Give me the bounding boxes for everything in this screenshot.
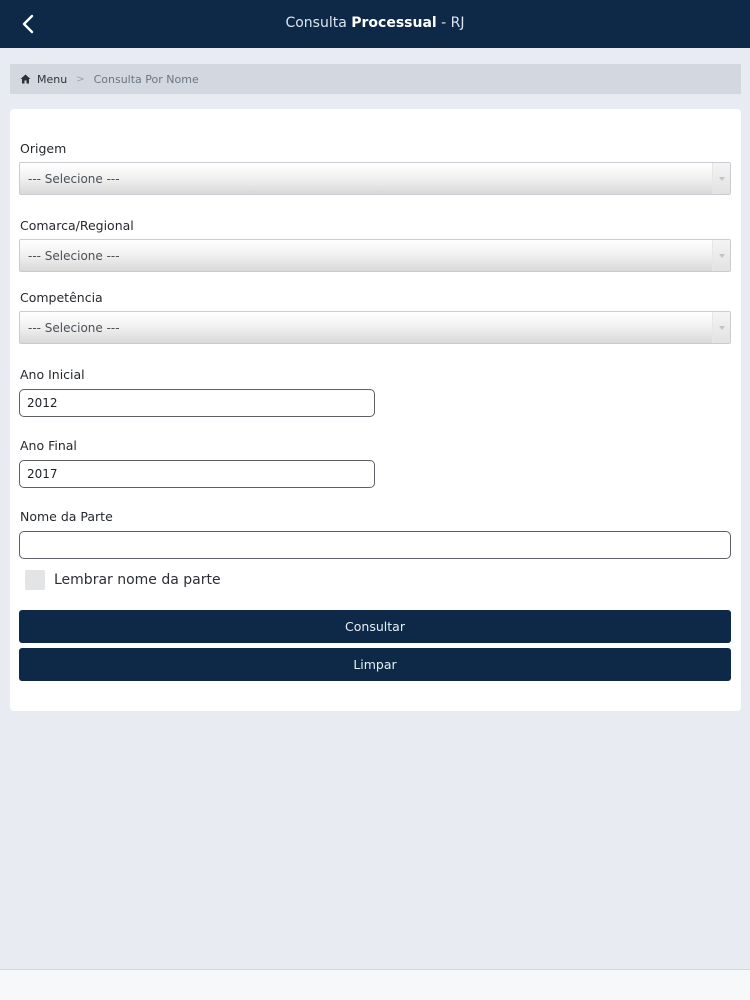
home-icon: [20, 74, 31, 84]
breadcrumb: [10, 64, 741, 94]
title-prefix: Consulta: [285, 15, 347, 31]
nome-parte-label: Nome da Parte: [20, 509, 113, 524]
breadcrumb-home-label: Menu: [37, 72, 68, 86]
caret-down-icon: [719, 177, 725, 181]
ano-inicial-label: Ano Inicial: [20, 367, 85, 382]
limpar-button[interactable]: Limpar: [19, 648, 731, 681]
caret-down-icon: [719, 326, 725, 330]
origem-select-value: --- Selecione ---: [28, 171, 120, 186]
ano-inicial-input[interactable]: [19, 389, 375, 417]
comarca-label: Comarca/Regional: [20, 218, 134, 233]
bottom-strip: [0, 969, 750, 1000]
page-title: [0, 0, 750, 48]
top-bar: [0, 0, 750, 48]
title-bold: Processual: [351, 15, 437, 31]
breadcrumb-separator: >: [76, 73, 85, 85]
competencia-label: Competência: [20, 290, 103, 305]
search-form-card: [10, 109, 741, 711]
caret-down-icon: [719, 254, 725, 258]
origem-select[interactable]: [19, 162, 731, 195]
comarca-caret: [712, 240, 730, 271]
lembrar-nome-checkbox[interactable]: [25, 570, 45, 590]
comarca-select[interactable]: [19, 239, 731, 272]
lembrar-nome-label: Lembrar nome da parte: [54, 572, 221, 588]
origem-caret: [712, 163, 730, 194]
title-suffix: - RJ: [441, 15, 465, 31]
competencia-select[interactable]: [19, 311, 731, 344]
competencia-select-value: --- Selecione ---: [28, 320, 120, 335]
ano-final-label: Ano Final: [20, 438, 77, 453]
consultar-button[interactable]: Consultar: [19, 610, 731, 643]
comarca-select-value: --- Selecione ---: [28, 248, 120, 263]
breadcrumb-home-link[interactable]: [20, 73, 67, 86]
ano-final-input[interactable]: [19, 460, 375, 488]
competencia-caret: [712, 312, 730, 343]
nome-parte-input[interactable]: [19, 531, 731, 559]
breadcrumb-current: Consulta Por Nome: [93, 72, 199, 86]
origem-label: Origem: [20, 141, 67, 156]
